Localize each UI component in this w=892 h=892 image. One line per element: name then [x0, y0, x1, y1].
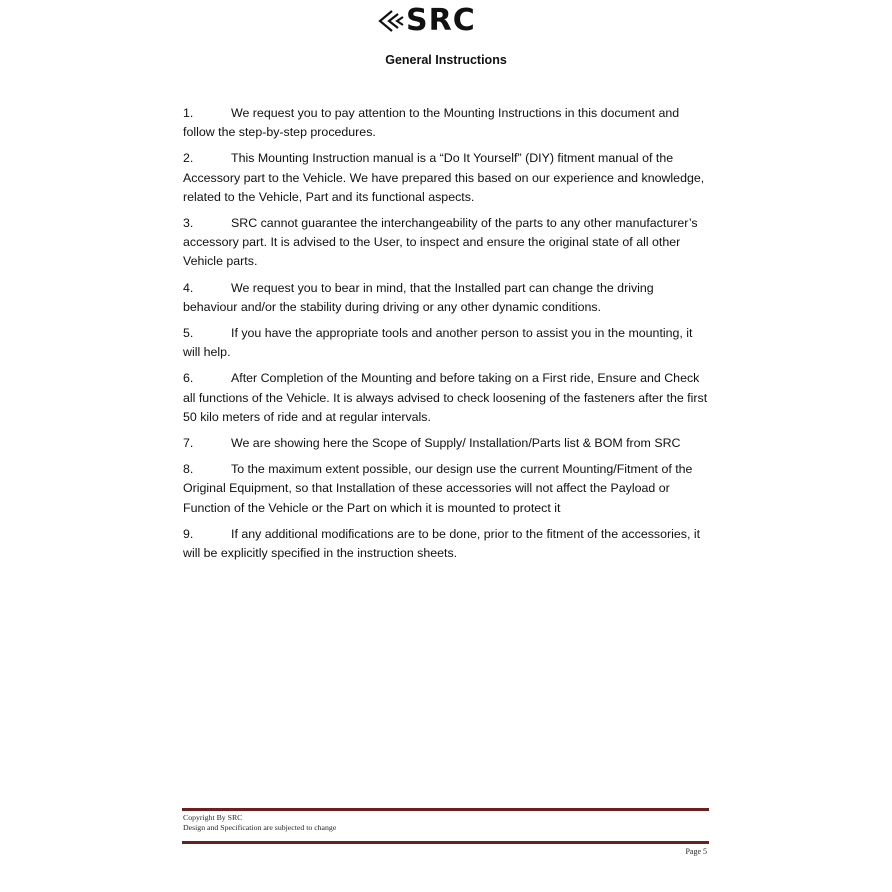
item-number: 6.	[183, 371, 194, 386]
instruction-item-6	[183, 369, 708, 427]
item-number: 8.	[183, 462, 194, 477]
item-text: After Completion of the Mounting and before taking on a First ride, Ensure and Check all functions of the Vehicle. It is always advised to check loosening of the fasteners after the first 50 kilo meters of ride and at regular intervals.	[183, 371, 708, 424]
instruction-item-5	[183, 324, 708, 362]
item-number: 3.	[183, 216, 194, 231]
item-text: We are showing here the Scope of Supply/ Installation/Parts list & BOM from SRC	[231, 436, 681, 451]
instruction-item-3	[183, 214, 708, 272]
item-text: SRC cannot guarantee the interchangeability of the parts to any other manufacturer’s accessory part. It is advised to the User, to inspect and ensure the original state of all other Vehicle parts.	[183, 216, 698, 269]
instruction-item-9	[183, 525, 708, 563]
item-text: If any additional modifications are to be done, prior to the fitment of the accessories, it will be explicitly specified in the instruction sheets.	[183, 526, 701, 561]
item-number: 5.	[183, 326, 194, 341]
item-number: 9.	[183, 526, 194, 541]
item-text: This Mounting Instruction manual is a “Do It Yourself” (DIY) fitment manual of the Accessory part to the Vehicle. We have prepared this based on our experience and knowledge, related to the Vehicle, Part and its functional aspects.	[183, 151, 705, 204]
item-text: We request you to bear in mind, that the Installed part can change the driving behaviour and/or the stability during driving or any other dynamic conditions.	[183, 280, 654, 314]
item-text: To the maximum extent possible, our design use the current Mounting/Fitment of the Original Equipment, so that Installation of these accessories will not affect the Payload or Function of the Vehicle or the Part on which it is mounted to protect it	[183, 462, 693, 515]
instruction-item-4	[183, 279, 708, 317]
item-text: If you have the appropriate tools and another person to assist you in the mounting, it will help.	[183, 326, 693, 360]
instruction-item-2	[183, 149, 708, 207]
item-number: 7.	[183, 436, 194, 451]
footer-divider-bottom	[182, 841, 709, 844]
logo-text: SRC	[406, 3, 476, 38]
instruction-item-7	[183, 434, 708, 453]
item-number: 2.	[183, 151, 194, 166]
item-text: We request you to pay attention to the Mounting Instructions in this document and follow the step-by-step procedures.	[183, 106, 680, 140]
chevron-logo-icon	[374, 8, 408, 34]
page-title: General Instructions	[385, 53, 507, 67]
src-logo	[374, 3, 506, 38]
item-number: 1.	[183, 106, 194, 120]
item-number: 4.	[183, 280, 194, 295]
instruction-list	[183, 104, 708, 570]
footer-disclaimer: Design and Specification are subjected to change	[183, 823, 337, 832]
footer-divider-top	[182, 808, 709, 811]
footer-copyright: Copyright By SRC	[183, 813, 243, 822]
instruction-item-8	[183, 460, 708, 518]
instruction-item-1	[183, 104, 708, 142]
page-number: Page 5	[685, 847, 707, 856]
